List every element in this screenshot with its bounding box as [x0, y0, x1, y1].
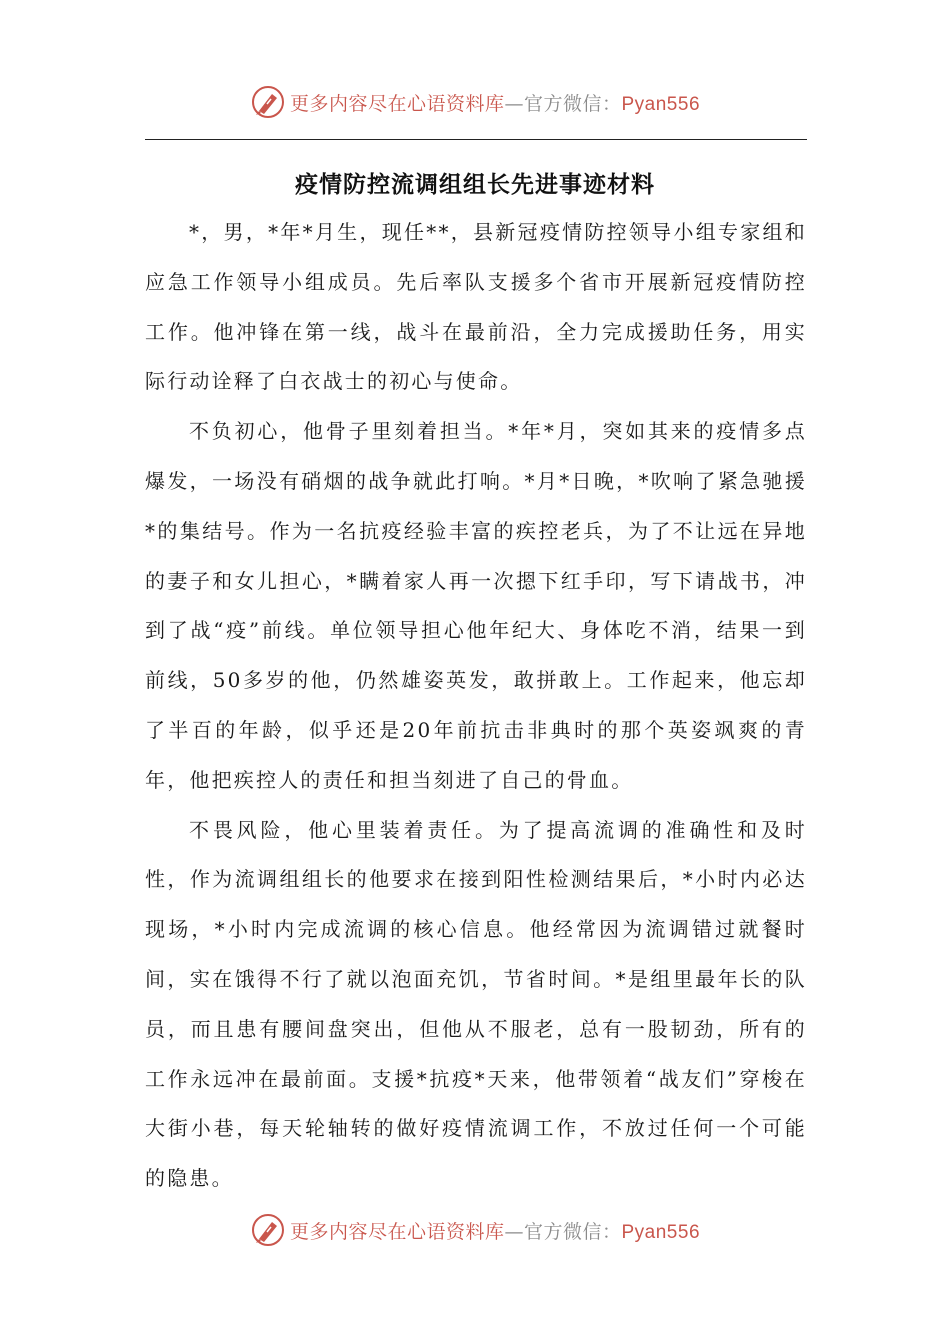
footer-banner-handle: Pyan556: [621, 1221, 701, 1243]
paragraph-3: 不畏风险，他心里装着责任。为了提高流调的准确性和及时性，作为流调组组长的他要求在接到阳性检测结果后，*小时内必达现场，*小时内完成流调的核心信息。他经常因为流调错过就餐时间，实在饿得不行了就以泡面充饥，节省时间。*是组里最年长的队员，而且患有腰间盘突出，但他从不服老，总有一股韧劲，所有的工作永远冲在最前面。支援*抗疫*天来，他带领着“战友们”穿梭在大街小巷，每天轮轴转的做好疫情流调工作，不放过任何一个可能的隐患。: [145, 817, 807, 1191]
footer-banner-wechat-label: 官方微信：: [523, 1220, 622, 1243]
header-banner-handle: Pyan556: [621, 93, 701, 115]
header-banner-text: [290, 89, 700, 116]
footer-banner-dash: —: [504, 1220, 524, 1243]
header-banner-title: 更多内容尽在心语资料库: [289, 92, 505, 115]
paragraph-2: 不负初心，他骨子里刻着担当。*年*月，突如其来的疫情多点爆发，一场没有硝烟的战争就此打响。*月*日晚，*吹响了紧急驰援*的集结号。作为一名抗疫经验丰富的疾控老兵，为了不让远在异地的妻子和女儿担心，*瞒着家人再一次摁下红手印，写下请战书，冲到了战“疫”前线。单位领导担心他年纪大、身体吃不消，结果一到前线，50多岁的他，仍然雄姿英发，敢拼敢上。工作起来，他忘却了半百的年龄，似乎还是20年前抗击非典时的那个英姿飒爽的青年，他把疾控人的责任和担当刻进了自己的骨血。: [145, 419, 807, 792]
header-banner: [0, 82, 950, 122]
header-banner-wechat-label: 官方微信：: [523, 92, 622, 115]
document-body: [145, 208, 807, 1204]
header-divider: [145, 139, 807, 140]
document-title: 疫情防控流调组组长先进事迹材料: [295, 171, 655, 198]
paragraph-1: *，男，*年*月生，现任**，县新冠疫情防控领导小组专家组和应急工作领导小组成员。先后率队支援多个省市开展新冠疫情防控工作。他冲锋在第一线，战斗在最前沿，全力完成援助任务，用实际行动诠释了白衣战士的初心与使命。: [145, 220, 807, 394]
pen-nib-logo-icon: [250, 1212, 286, 1248]
footer-banner-text: [290, 1217, 700, 1244]
footer-banner-title: 更多内容尽在心语资料库: [289, 1220, 505, 1243]
pen-nib-logo-icon: [250, 84, 286, 120]
footer-banner: [0, 1210, 950, 1250]
header-banner-dash: —: [504, 92, 524, 115]
